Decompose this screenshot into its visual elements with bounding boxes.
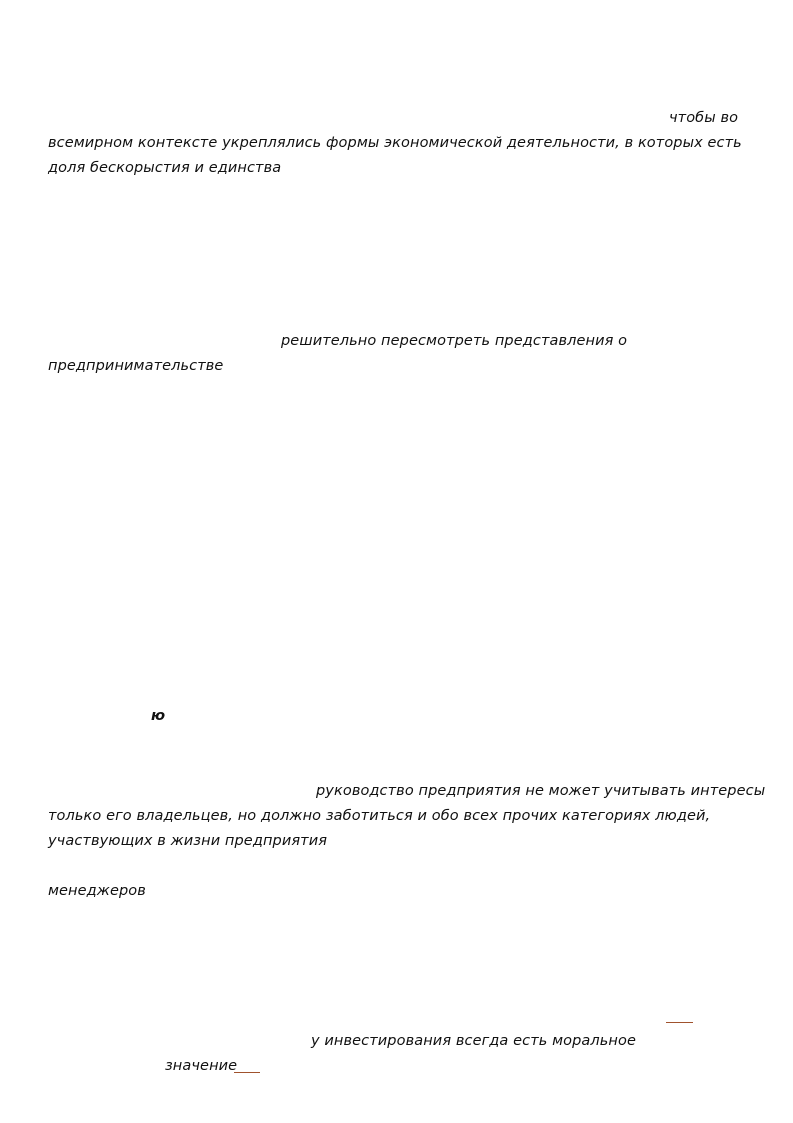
text-fragment: менеджеров xyxy=(48,883,146,899)
text-fragment: участвующих в жизни предприятия xyxy=(48,833,328,849)
text-fragment: у инвестирования всегда есть моральное xyxy=(311,1033,637,1049)
text-fragment: значение xyxy=(165,1058,238,1074)
text-fragment: решительно пересмотреть представления о xyxy=(281,333,628,349)
text-fragment: ю xyxy=(151,708,166,724)
blank-underline xyxy=(666,1022,693,1023)
text-fragment: руководство предприятия не может учитывать интересы xyxy=(316,783,766,799)
text-fragment: чтобы во xyxy=(669,110,739,126)
blank-underline xyxy=(234,1072,260,1073)
text-fragment: всемирном контексте укреплялись формы экономической деятельности, в которых есть xyxy=(48,135,742,151)
text-fragment: предпринимательстве xyxy=(48,358,224,374)
text-fragment: только его владельцев, но должно заботиться и обо всех прочих категориях людей, xyxy=(48,808,711,824)
text-fragment: доля бескорыстия и единства xyxy=(48,160,282,176)
